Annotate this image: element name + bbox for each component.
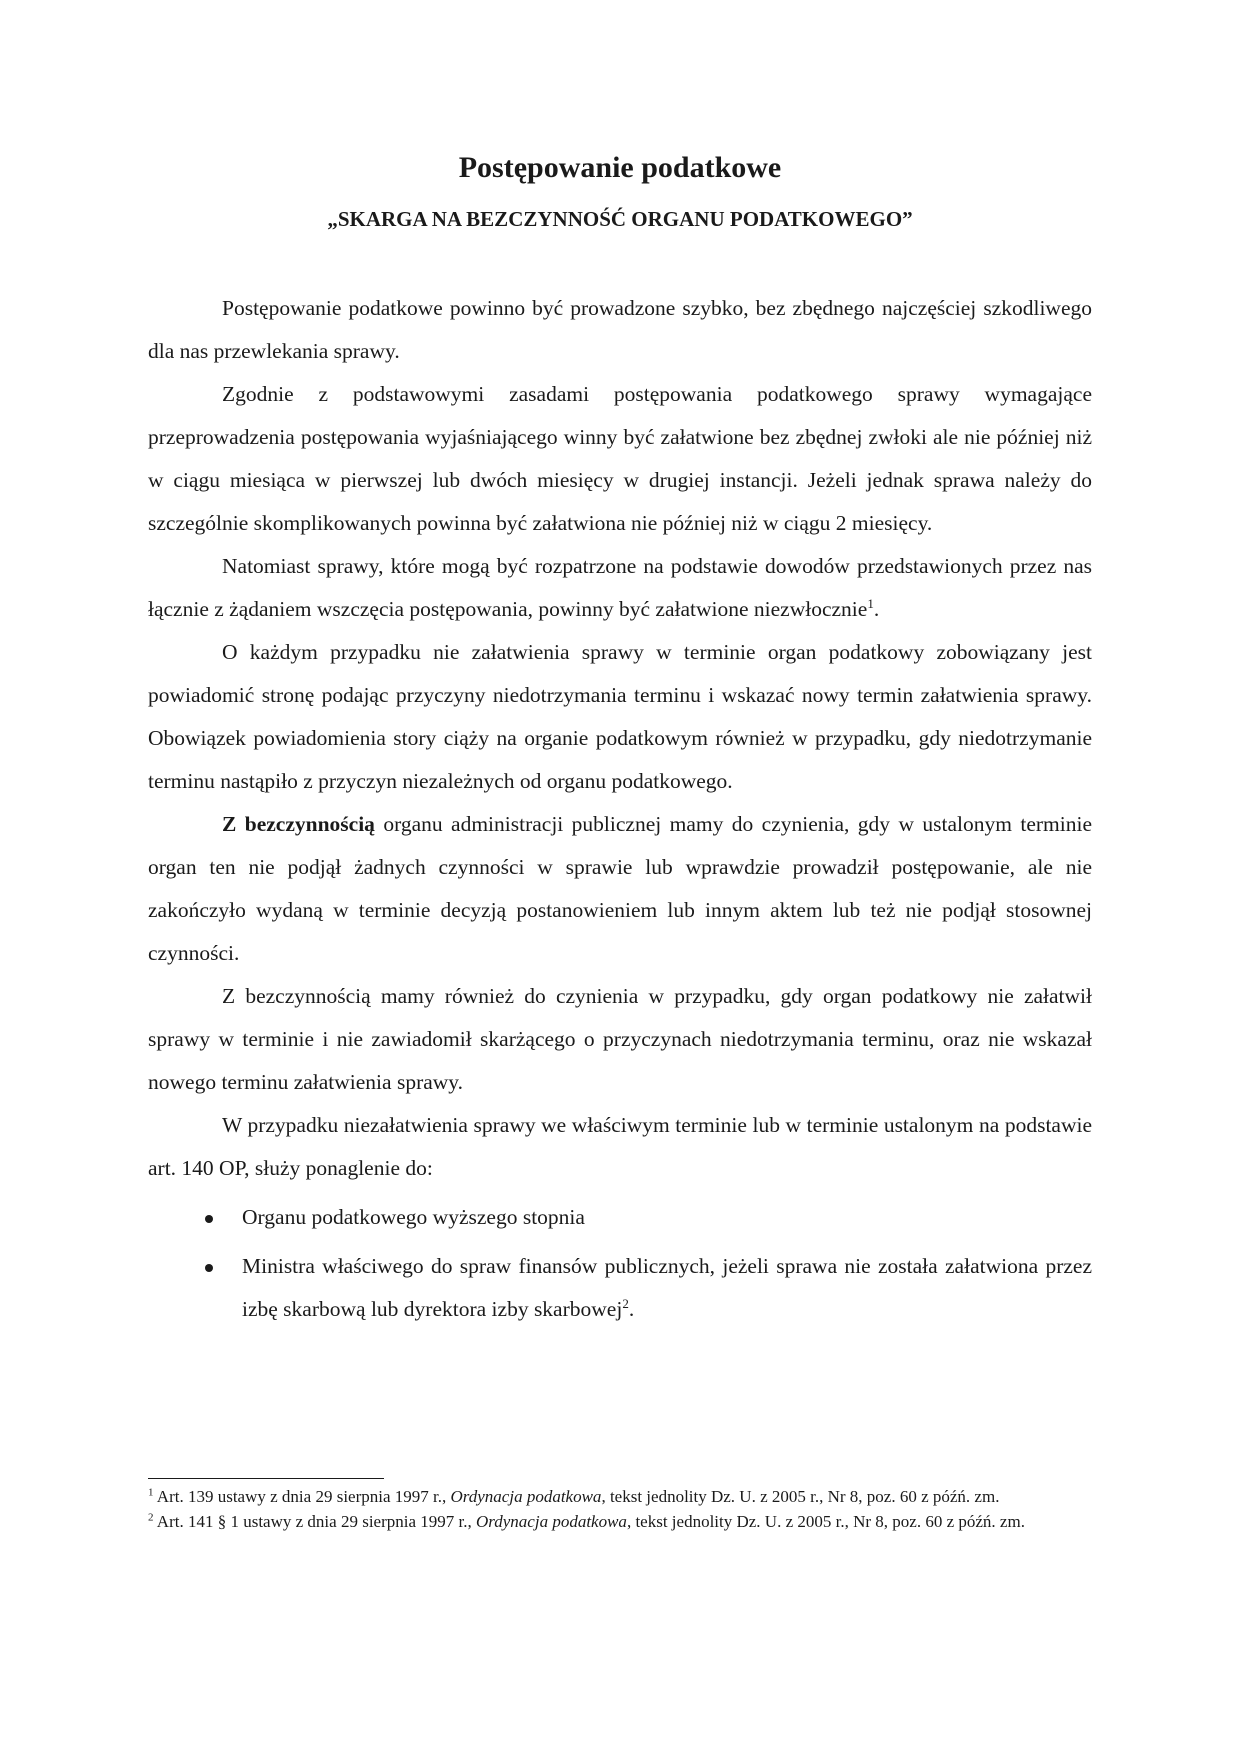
footnote-1 bbox=[148, 1484, 1092, 1509]
list-item bbox=[148, 1196, 1092, 1239]
page-title: Postępowanie podatkowe bbox=[458, 151, 782, 184]
page-subtitle: „SKARGA NA BEZCZYNNOŚĆ ORGANU PODATKOWEGO” bbox=[327, 207, 913, 231]
footnote-separator bbox=[148, 1478, 384, 1479]
footnote-2 bbox=[148, 1509, 1092, 1534]
inaction-bold-term: Z bezczynnością bbox=[222, 812, 375, 836]
paragraph-inaction-also: Z bezczynnością mamy również do czynienia w przypadku, gdy organ podatkowy nie załatwił sprawy w terminie i nie zawiadomił skarżącego o przyczynach niedotrzymania terminu, oraz nie wskazał nowego terminu załatwienia sprawy. bbox=[148, 984, 1092, 1094]
footnote-act-title: Ordynacja podatkowa bbox=[450, 1487, 602, 1506]
paragraph-inaction-text: organu administracji publicznej mamy do czynienia, gdy w ustalonym terminie organ ten nie podjął żadnych czynności w sprawie lub wprawdzie prowadził postępowanie, ale nie zakończyło wydaną w terminie decyzją postanowieniem lub innym aktem lub też nie podjął stosownej czynności. bbox=[148, 812, 1092, 965]
paragraph-intro: Postępowanie podatkowe powinno być prowadzone szybko, bez zbędnego najczęściej szkodliwego dla nas przewlekania sprawy. bbox=[148, 296, 1092, 363]
paragraph-immediate bbox=[148, 545, 1092, 631]
footnote-act-title: Ordynacja podatkowa bbox=[476, 1512, 627, 1531]
list-item bbox=[148, 1245, 1092, 1331]
footnote-text-end: , tekst jednolity Dz. U. z 2005 r., Nr 8, poz. 60 z późń. zm. bbox=[601, 1487, 1000, 1506]
paragraph-immediate-end: . bbox=[873, 597, 880, 621]
footnote-text-end: , tekst jednolity Dz. U. z 2005 r., Nr 8, poz. 60 z późń. zm. bbox=[626, 1512, 1025, 1531]
list-item-text: Organu podatkowego wyższego stopnia bbox=[242, 1205, 585, 1229]
paragraph-deadlines: Zgodnie z podstawowymi zasadami postępowania podatkowego sprawy wymagające przeprowadzenia postępowania wyjaśniającego winny być załatwione bez zbędnej zwłoki ale nie później niż w ciągu miesiąca w pierwszej lub dwóch miesięcy w drugiej instancji. Jeżeli jednak sprawa należy do szczególnie skomplikowanych powinna być załatwiona nie później niż w ciągu 2 miesięcy. bbox=[148, 382, 1092, 535]
document-body bbox=[148, 287, 1092, 1331]
list-item-end: . bbox=[628, 1297, 635, 1321]
footnote-ref-1[interactable]: 1 bbox=[867, 595, 874, 611]
footnote-ref-2[interactable]: 2 bbox=[622, 1295, 629, 1311]
paragraph-inaction-definition bbox=[148, 803, 1092, 975]
paragraph-reminder: W przypadku niezałatwienia sprawy we właściwym terminie lub w terminie ustalonym na podstawie art. 140 OP, służy ponaglenie do: bbox=[148, 1113, 1092, 1180]
bullet-icon bbox=[205, 1264, 213, 1272]
bullet-icon bbox=[205, 1215, 213, 1223]
footnote-text: Art. 141 § 1 ustawy z dnia 29 sierpnia 1997 r., bbox=[153, 1512, 476, 1531]
footnotes bbox=[148, 1484, 1092, 1534]
footnote-text: Art. 139 ustawy z dnia 29 sierpnia 1997 r., bbox=[153, 1487, 451, 1506]
list-item-text: Ministra właściwego do spraw finansów publicznych, jeżeli sprawa nie została załatwiona przez izbę skarbową lub dyrektora izby skarbowej bbox=[242, 1254, 1092, 1321]
paragraph-immediate-text: Natomiast sprawy, które mogą być rozpatrzone na podstawie dowodów przedstawionych przez nas łącznie z żądaniem wszczęcia postępowania, powinny być załatwione niezwłocznie bbox=[148, 554, 1092, 621]
footnote-number: 2 bbox=[148, 1511, 154, 1524]
reminder-list bbox=[148, 1196, 1092, 1331]
paragraph-notification: O każdym przypadku nie załatwienia sprawy w terminie organ podatkowy zobowiązany jest powiadomić stronę podając przyczyny niedotrzymania terminu i wskazać nowy termin załatwienia sprawy. Obowiązek powiadomienia story ciąży na organie podatkowym również w przypadku, gdy niedotrzymanie terminu nastąpiło z przyczyn niezależnych od organu podatkowego. bbox=[148, 640, 1092, 793]
footnote-number: 1 bbox=[148, 1486, 154, 1499]
